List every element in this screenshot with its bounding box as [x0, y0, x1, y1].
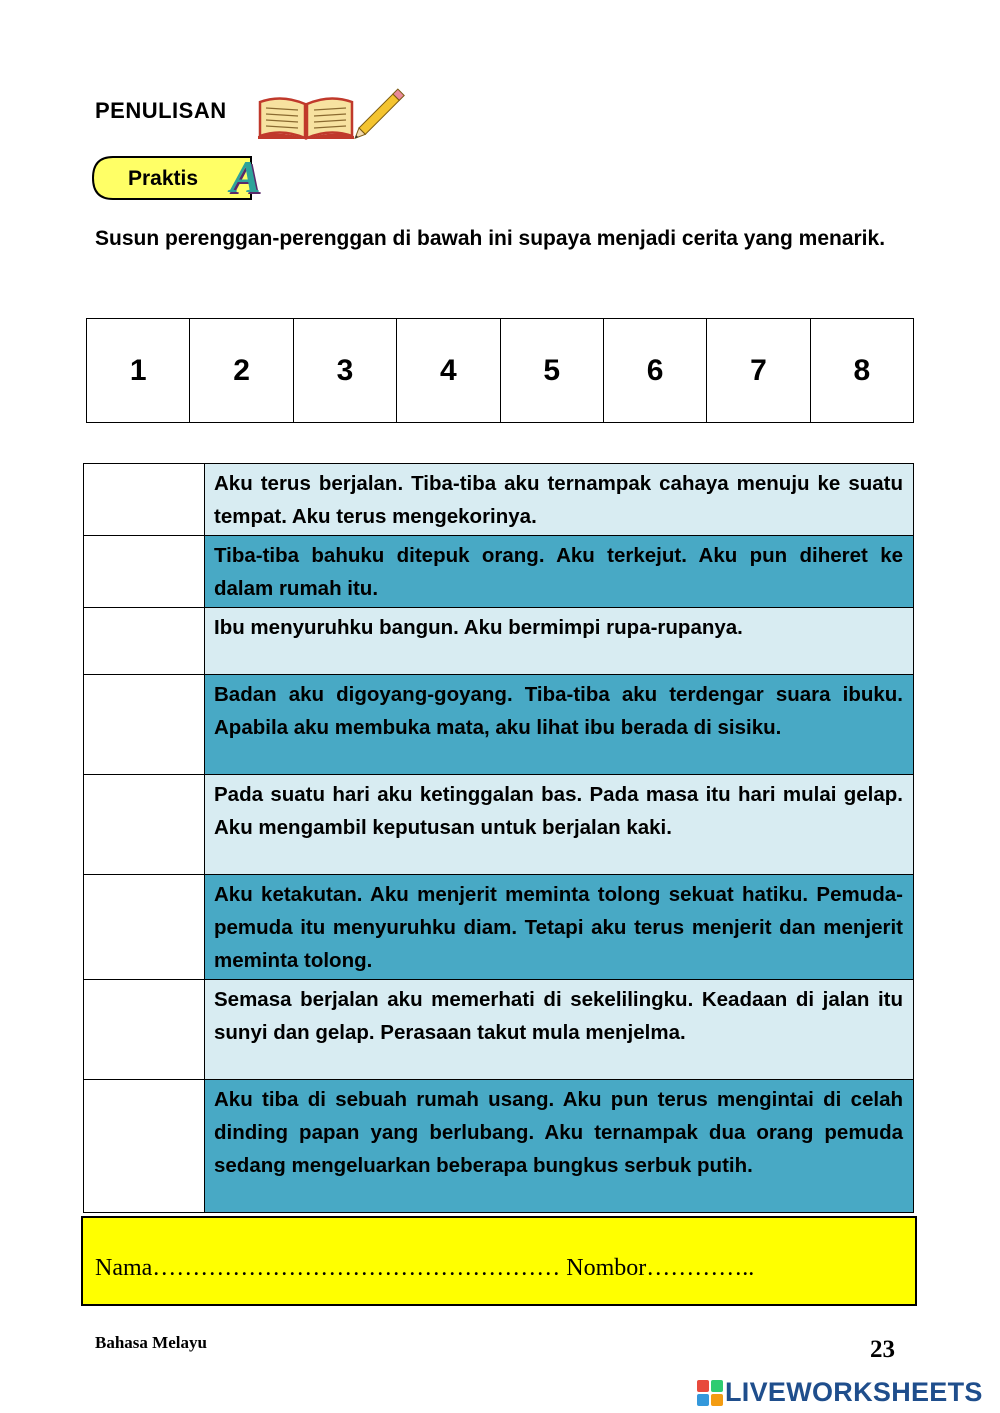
paragraph-text: Semasa berjalan aku memerhati di sekelilingku. Keadaan di jalan itu sunyi dan gelap. Perasaan takut mula menjelma.	[205, 980, 914, 1080]
paragraph-row	[84, 980, 914, 1080]
order-box[interactable]: 2	[190, 319, 293, 423]
page-number: 23	[870, 1336, 895, 1363]
paragraph-table	[83, 463, 914, 1213]
paragraph-text: Tiba-tiba bahuku ditepuk orang. Aku terkejut. Aku pun diheret ke dalam rumah itu.	[205, 536, 914, 608]
order-box[interactable]: 7	[707, 319, 810, 423]
open-book-icon	[258, 92, 354, 140]
paragraph-text: Aku tiba di sebuah rumah usang. Aku pun terus mengintai di celah dinding papan yang berlubang. Aku ternampak dua orang pemuda sedang mengeluarkan beberapa bungkus serbuk putih.	[205, 1080, 914, 1213]
paragraph-row	[84, 775, 914, 875]
praktis-letter: A	[230, 151, 261, 202]
paragraph-answer-box[interactable]	[84, 536, 205, 608]
order-answer-grid	[86, 318, 914, 423]
paragraph-row	[84, 1080, 914, 1213]
paragraph-answer-box[interactable]	[84, 875, 205, 980]
name-number-line[interactable]: Nama…………………………………………… Nombor…………..	[95, 1255, 755, 1281]
order-box[interactable]: 1	[87, 319, 190, 423]
paragraph-answer-box[interactable]	[84, 608, 205, 675]
order-box[interactable]: 6	[603, 319, 706, 423]
order-box[interactable]: 5	[500, 319, 603, 423]
paragraph-text: Pada suatu hari aku ketinggalan bas. Pada masa itu hari mulai gelap. Aku mengambil keputusan untuk berjalan kaki.	[205, 775, 914, 875]
paragraph-answer-box[interactable]	[84, 464, 205, 536]
paragraph-text: Aku terus berjalan. Tiba-tiba aku ternampak cahaya menuju ke suatu tempat. Aku terus mengekorinya.	[205, 464, 914, 536]
paragraph-text: Aku ketakutan. Aku menjerit meminta tolong sekuat hatiku. Pemuda-pemuda itu menyuruhku diam. Tetapi aku terus menjerit dan menjerit meminta tolong.	[205, 875, 914, 980]
order-box[interactable]: 8	[810, 319, 913, 423]
paragraph-row	[84, 608, 914, 675]
pencil-icon	[350, 78, 416, 144]
page-title: PENULISAN	[95, 98, 227, 123]
paragraph-row	[84, 675, 914, 775]
paragraph-answer-box[interactable]	[84, 775, 205, 875]
paragraph-row	[84, 875, 914, 980]
order-box[interactable]: 4	[397, 319, 500, 423]
liveworksheets-wordmark: LIVEWORKSHEETS	[725, 1377, 983, 1407]
paragraph-text: Badan aku digoyang-goyang. Tiba-tiba aku terdengar suara ibuku. Apabila aku membuka mata, aku lihat ibu berada di sisiku.	[205, 675, 914, 775]
paragraph-row	[84, 464, 914, 536]
paragraph-answer-box[interactable]	[84, 675, 205, 775]
instruction-text: Susun perenggan-perenggan di bawah ini supaya menjadi cerita yang menarik.	[95, 227, 886, 250]
paragraph-text: Ibu menyuruhku bangun. Aku bermimpi rupa-rupanya.	[205, 608, 914, 675]
liveworksheets-icon	[697, 1380, 723, 1406]
footer-subject: Bahasa Melayu	[95, 1333, 207, 1352]
paragraph-answer-box[interactable]	[84, 1080, 205, 1213]
praktis-label: Praktis	[128, 167, 199, 190]
paragraph-row	[84, 536, 914, 608]
paragraph-answer-box[interactable]	[84, 980, 205, 1080]
order-box[interactable]: 3	[293, 319, 396, 423]
